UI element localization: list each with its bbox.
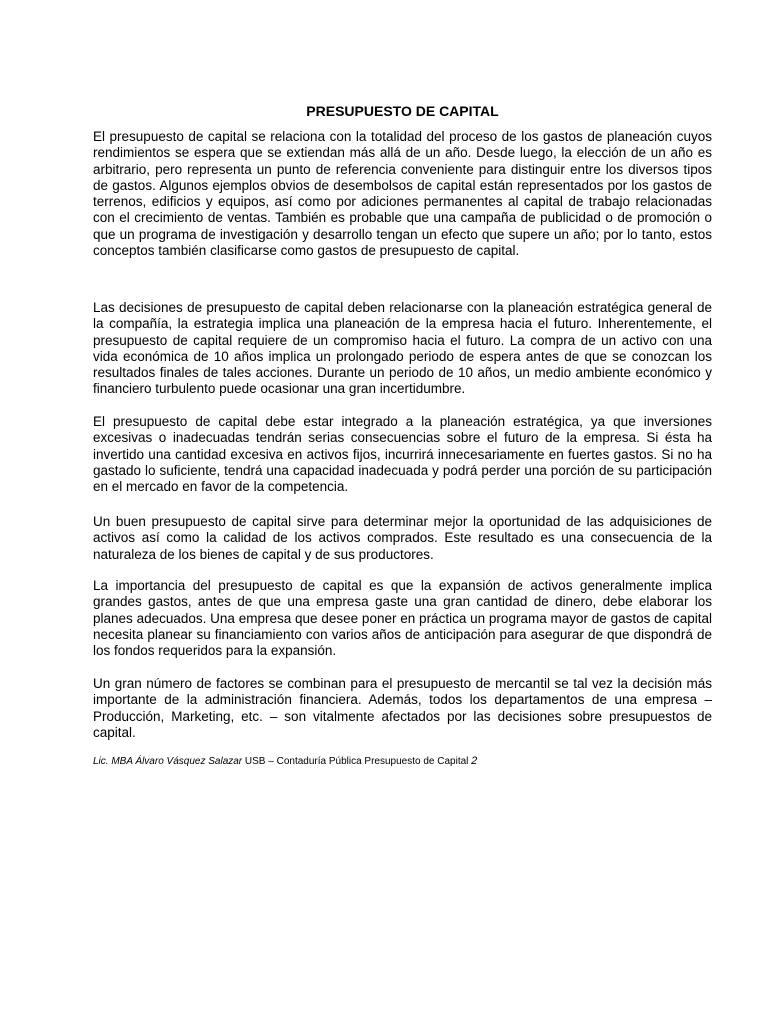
footer-course: USB – Contaduría Pública Presupuesto de Capital [242, 756, 472, 767]
page-title: PRESUPUESTO DE CAPITAL [306, 103, 499, 119]
body-paragraph: La importancia del presupuesto de capital es que la expansión de activos generalmente implica grandes gastos, antes de que una empresa gaste una gran cantidad de dinero, debe elaborar los planes adecuados. Una empresa que desee poner en práctica un programa mayor de gastos de capital necesita planear su financiamiento con varios años de anticipación para asegurar de que dispondrá de los fondos requeridos para la expansión. [93, 578, 712, 659]
body-paragraph: Las decisiones de presupuesto de capital deben relacionarse con la planeación estratégica general de la compañía, la estrategia implica una planeación de la empresa hacia el futuro. Inherentemente, el presupuesto de capital requiere de un compromiso hacia el futuro. La compra de un activo con una vida económica de 10 años implica un prolongado periodo de espera antes de que se conozcan los resultados finales de tales acciones. Durante un periodo de 10 años, un medio ambiente económico y financiero turbulento puede ocasionar una gran incertidumbre. [93, 300, 712, 397]
body-paragraph: Un buen presupuesto de capital sirve para determinar mejor la oportunidad de las adquisiciones de activos así como la calidad de los activos comprados. Este resultado es una consecuencia de la naturaleza de los bienes de capital y de sus productores. [93, 514, 712, 562]
body-paragraph: Un gran número de factores se combinan para el presupuesto de mercantil se tal vez la decisión más importante de la administración financiera. Además, todos los departamentos de una empresa – Producción, Marketing, etc. – son vitalmente afectados por las decisiones sobre presupuestos de capital. [93, 676, 712, 740]
body-paragraph: El presupuesto de capital debe estar integrado a la planeación estratégica, ya que inversiones excesivas o inadecuadas tendrán serias consecuencias sobre el futuro de la empresa. Si ésta ha invertido una cantidad excesiva en activos fijos, incurrirá innecesariamente en fuertes gastos. Si no ha gastado lo suficiente, tendrá una capacidad inadecuada y podrá perder una porción de su participación en el mercado en favor de la competencia. [93, 414, 712, 495]
page-number: 2 [471, 755, 478, 767]
footer-author: Lic. MBA Álvaro Vásquez Salazar [93, 756, 243, 767]
page-footer [93, 755, 712, 768]
body-paragraph: El presupuesto de capital se relaciona con la totalidad del proceso de los gastos de planeación cuyos rendimientos se espera que se extiendan más allá de un año. Desde luego, la elección de un año es arbitrario, pero representa un punto de referencia conveniente para distinguir entre los diversos tipos de gastos. Algunos ejemplos obvios de desembolsos de capital están representados por los gastos de terrenos, edificios y equipos, así como por adiciones permanentes al capital de trabajo relacionadas con el crecimiento de ventas. También es probable que una campaña de publicidad o de promoción o que un programa de investigación y desarrollo tengan un efecto que supere un año; por lo tanto, estos conceptos también clasificarse como gastos de presupuesto de capital. [93, 129, 712, 259]
